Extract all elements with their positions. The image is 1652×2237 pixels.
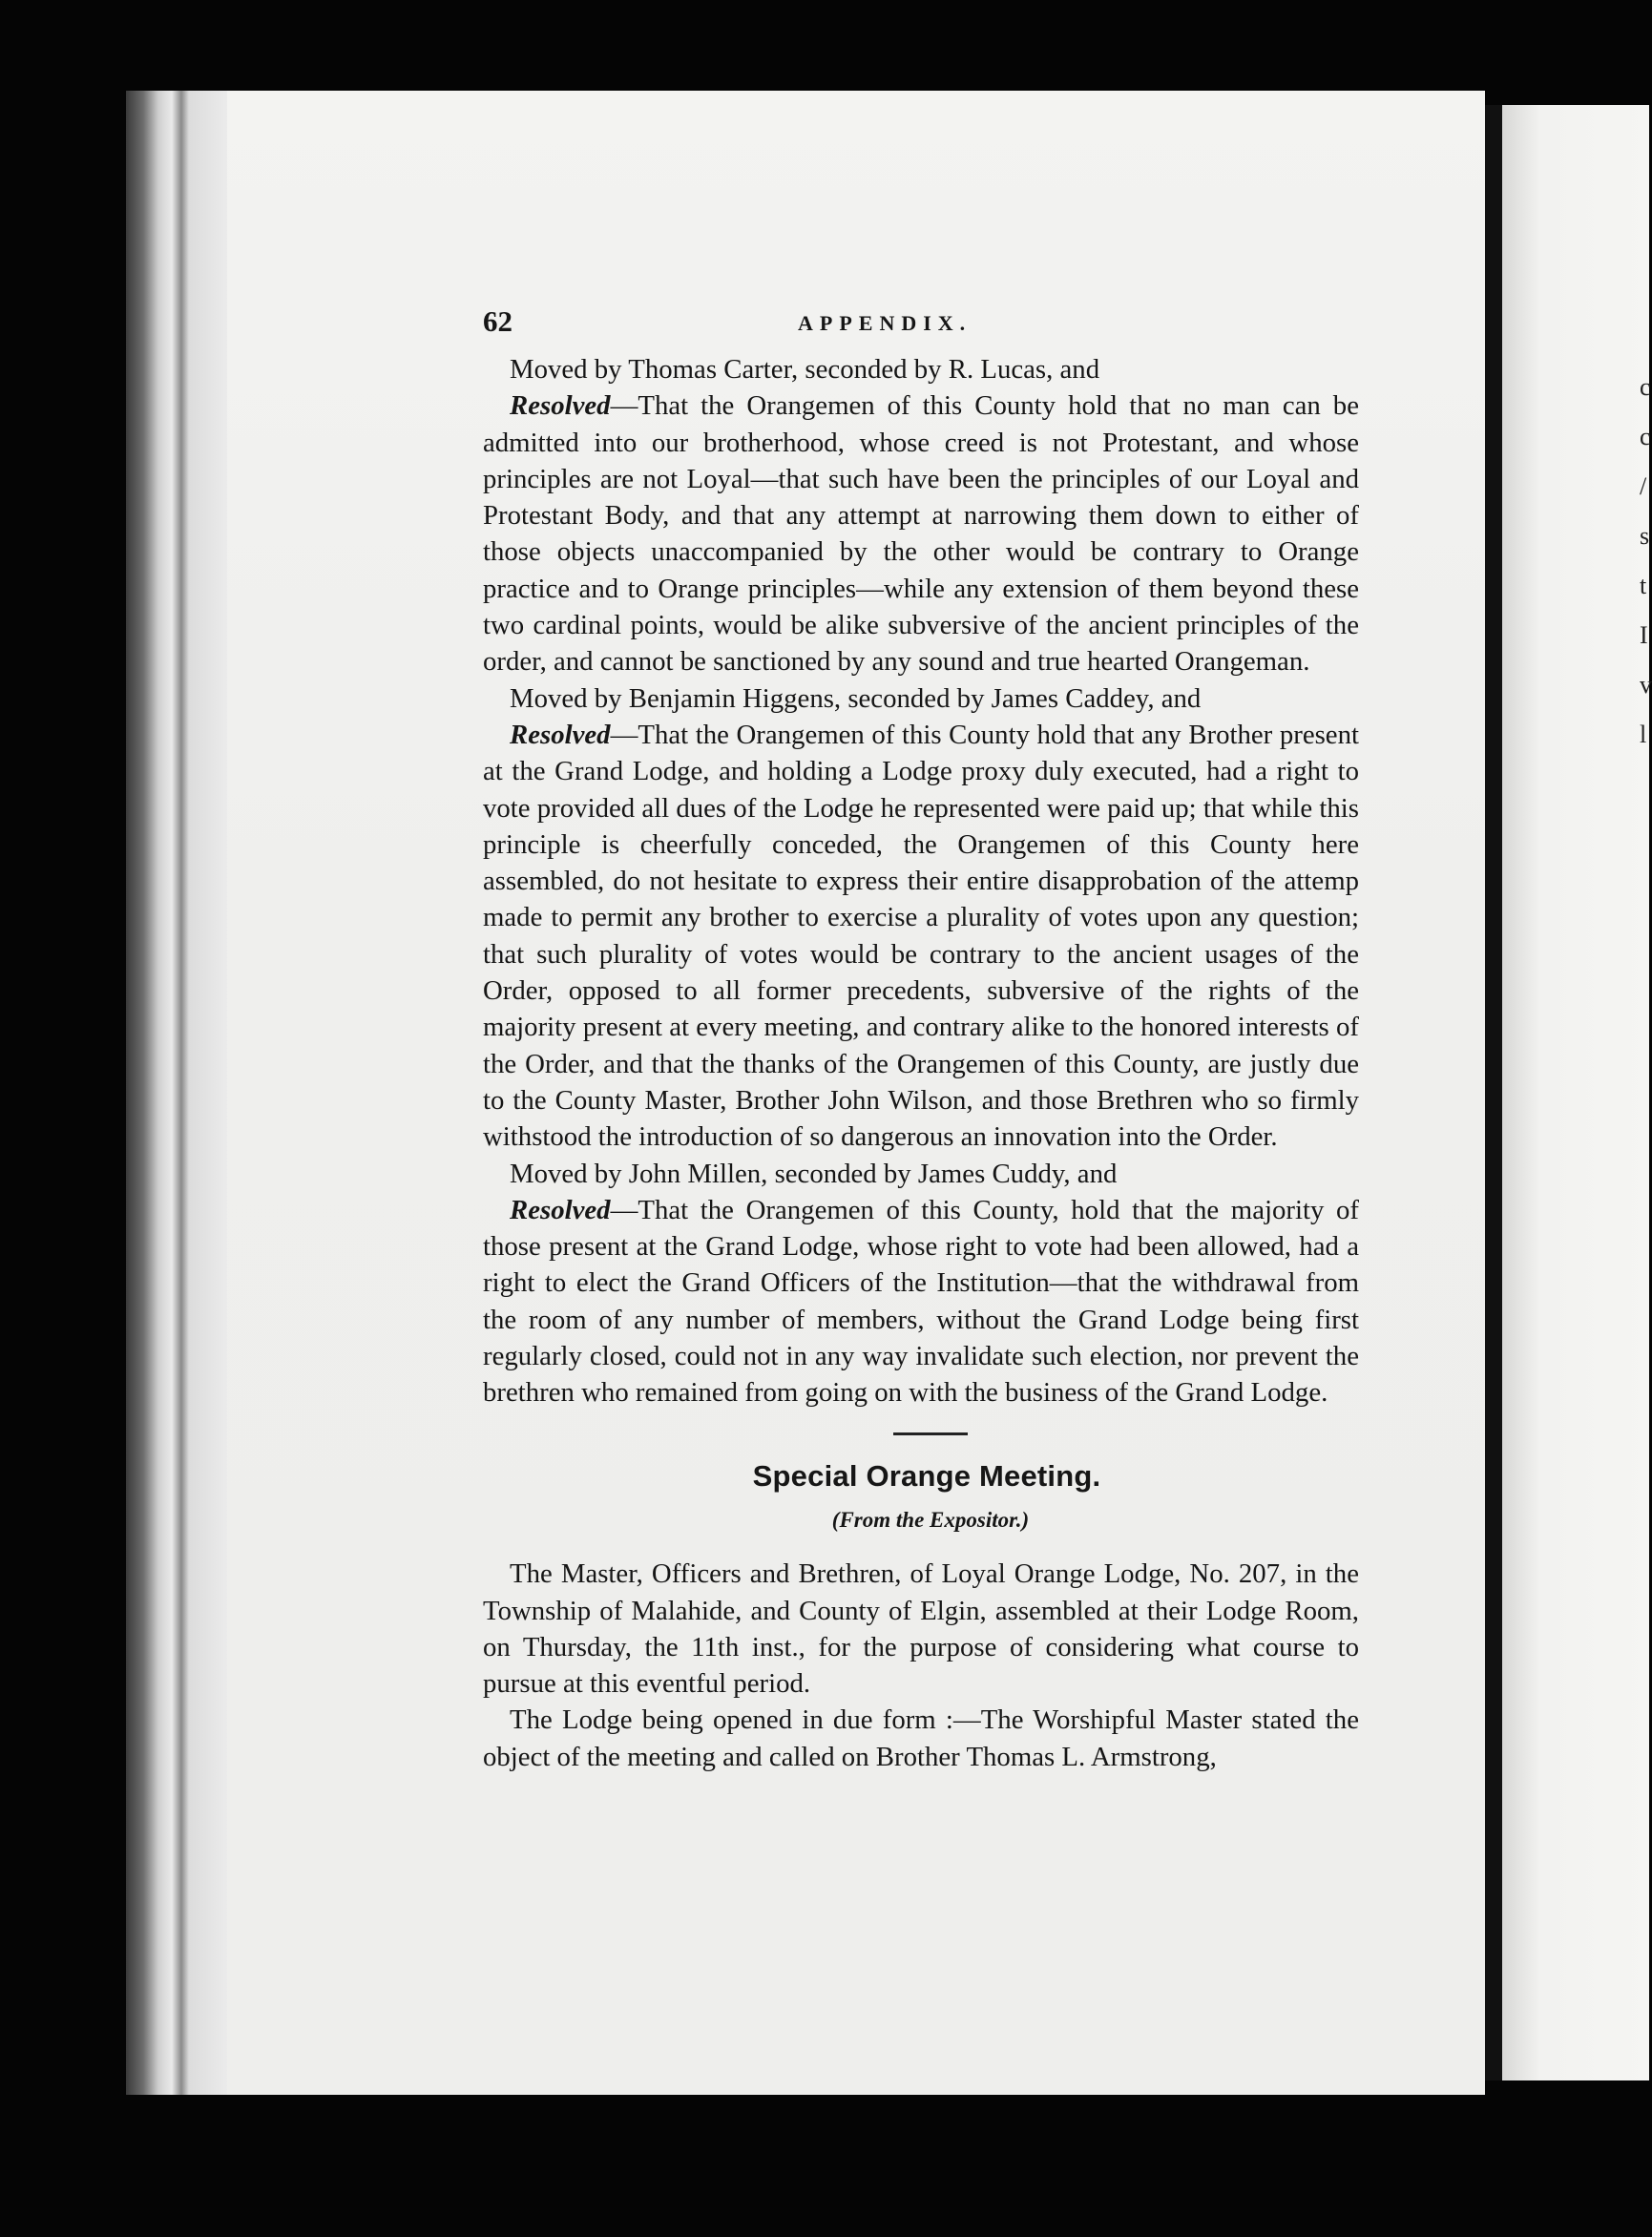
page-number: 62	[483, 304, 512, 338]
resolution-paragraph-2	[483, 717, 1359, 1156]
motion-text-3: Moved by John Millen, seconded by James Cuddy, and	[510, 1158, 1118, 1189]
book-gutter-shadow	[126, 91, 240, 2095]
motion-paragraph-1	[483, 351, 1359, 387]
book-spine	[1485, 105, 1502, 2080]
motion-text-2: Moved by Benjamin Higgens, seconded by James Caddey, and	[510, 682, 1202, 714]
resolved-label-3: Resolved	[510, 1194, 611, 1225]
adjacent-page-edge	[1502, 105, 1652, 2080]
resolution-text-3: —That the Orangemen of this County, hold that the majority of those present at the Grand Lodge, whose right to vote had been allowed, had a right to elect the Grand Officers of the Institution—that the withdrawal from the room of any number of members, without the Grand Lodge being first regularly closed, could not in any way invalidate such election, nor prevent the brethren who remained from going on with the business of the Grand Lodge.	[483, 1194, 1359, 1409]
section-divider	[893, 1432, 968, 1435]
resolved-label-1: Resolved	[510, 390, 611, 422]
resolution-paragraph-1	[483, 387, 1359, 679]
resolution-paragraph-3	[483, 1192, 1359, 1411]
running-head: APPENDIX.	[798, 311, 972, 335]
section-source: (From the Expositor.)	[831, 1507, 1030, 1532]
motion-paragraph-2	[483, 680, 1359, 717]
motion-text-1: Moved by Thomas Carter, seconded by R. Lucas, and	[510, 354, 1100, 385]
meeting-paragraph-2: The Lodge being opened in due form :—The Worshipful Master stated the object of the meeting and called on Brother Thomas L. Armstrong,	[483, 1704, 1359, 1772]
resolved-label-2: Resolved	[510, 719, 611, 750]
page-content	[483, 303, 1359, 1775]
section-title: Special Orange Meeting.	[752, 1458, 1101, 1493]
adjacent-page-letters: c c / s t I v l	[1640, 373, 1652, 748]
resolution-text-1: —That the Orangemen of this County hold that no man can be admitted into our brotherhood, whose creed is not Protestant, and whose principles are not Loyal—that such have been the principles of our Loyal and Protestant Body, and that any attempt at narrowing them down to either of those objects unaccompanied by the other would be contrary to Orange practice and to Orange principles—while any extension of them beyond these two cardinal points, would be alike subversive of the ancient principles of the order, and cannot be sanctioned by any sound and true hearted Orangeman.	[483, 390, 1359, 678]
page-header	[483, 303, 1359, 340]
resolution-text-2: —That the Orangemen of this County hold that any Brother present at the Grand Lodge, and holding a Lodge proxy duly executed, had a right to vote provided all dues of the Lodge he represented were paid up; that while this principle is cheerfully conceded, the Orangemen of this County here assembled, do not hesitate to express their entire disapprobation of the attemp made to permit any brother to exercise a plurality of votes upon any question; that such plurality of votes would be contrary to the ancient usages of the Order, opposed to all former precedents, subversive of the rights of the majority present at every meeting, and contrary alike to the honored interests of the Order, and that the thanks of the Orangemen of this County, are justly due to the County Master, Brother John Wilson, and those Brethren who so firmly withstood the introduction of so dangerous an innovation into the Order.	[483, 719, 1360, 1153]
motion-paragraph-3	[483, 1156, 1359, 1192]
meeting-paragraph-1: The Master, Officers and Brethren, of Loyal Orange Lodge, No. 207, in the Township of Malahide, and County of Elgin, assembled at their Lodge Room, on Thursday, the 11th inst., for the purpose of considering what course to pursue at this eventful period.	[483, 1558, 1359, 1700]
